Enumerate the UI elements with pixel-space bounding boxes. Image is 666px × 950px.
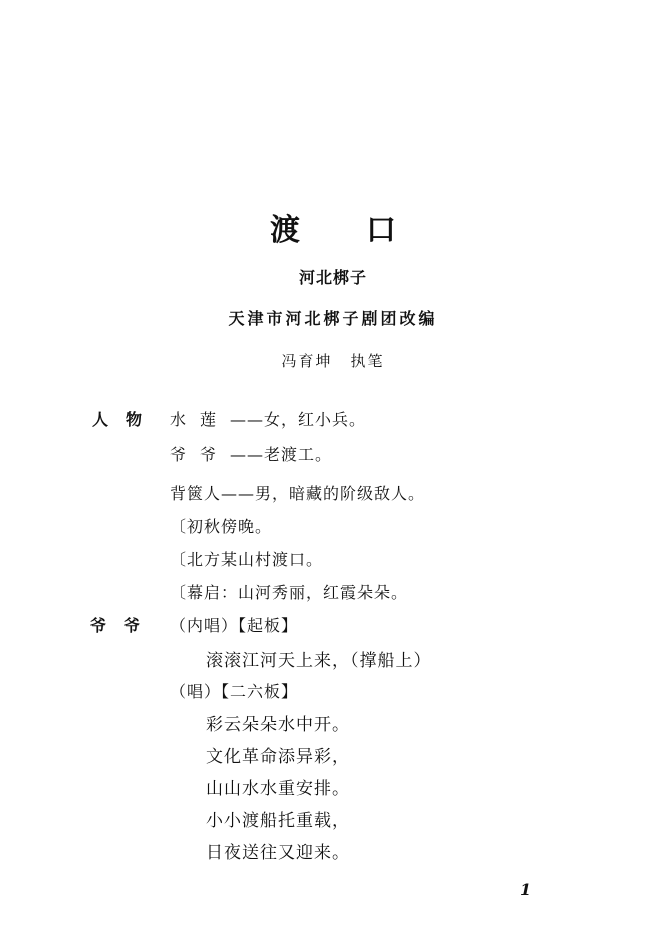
lyric-line: 滚滚江河天上来，（撑船上） xyxy=(206,651,432,671)
character-desc: ——女，红小兵。 xyxy=(230,410,367,429)
character-name: 水莲 xyxy=(170,410,231,429)
genre-subtitle: 河北梆子 xyxy=(298,268,367,287)
character-name: 爷爷 xyxy=(170,445,231,464)
lyric-line: 彩云朵朵水中开。 xyxy=(206,715,350,735)
character-desc: ——老渡工。 xyxy=(230,445,333,464)
characters-label: 人物 xyxy=(92,410,161,429)
lyric-line: 文化革命添异彩， xyxy=(206,747,350,767)
lyric-line: 小小渡船托重载， xyxy=(206,811,350,831)
stage-note: 〔幕启：山河秀丽，红霞朵朵。 xyxy=(170,583,409,602)
character-entry xyxy=(170,442,332,465)
writer-credit xyxy=(0,350,666,371)
stage-note: 〔北方某山村渡口。 xyxy=(170,550,324,569)
character-desc: ——男，暗藏的阶级敌人。 xyxy=(221,484,426,503)
writer-name: 冯育坤 xyxy=(281,352,333,370)
lyric-line: 日夜送往又迎来。 xyxy=(206,843,350,863)
stage-note: 〔初秋傍晚。 xyxy=(170,517,273,536)
character-name: 背篋人 xyxy=(170,484,222,503)
adapter-credit: 天津市河北梆子剧团改编 xyxy=(228,309,438,328)
character-entry xyxy=(170,407,366,430)
play-title: 渡口 xyxy=(270,213,462,248)
stage-cue: （内唱）【起板】 xyxy=(170,616,299,635)
stage-cue: （唱）【二六板】 xyxy=(170,682,299,701)
character-entry xyxy=(170,481,425,504)
page-number: 1 xyxy=(520,880,532,899)
lyric-line: 山山水水重安排。 xyxy=(206,779,350,799)
speaker-name: 爷爷 xyxy=(90,616,159,635)
writer-role: 执笔 xyxy=(350,352,385,370)
